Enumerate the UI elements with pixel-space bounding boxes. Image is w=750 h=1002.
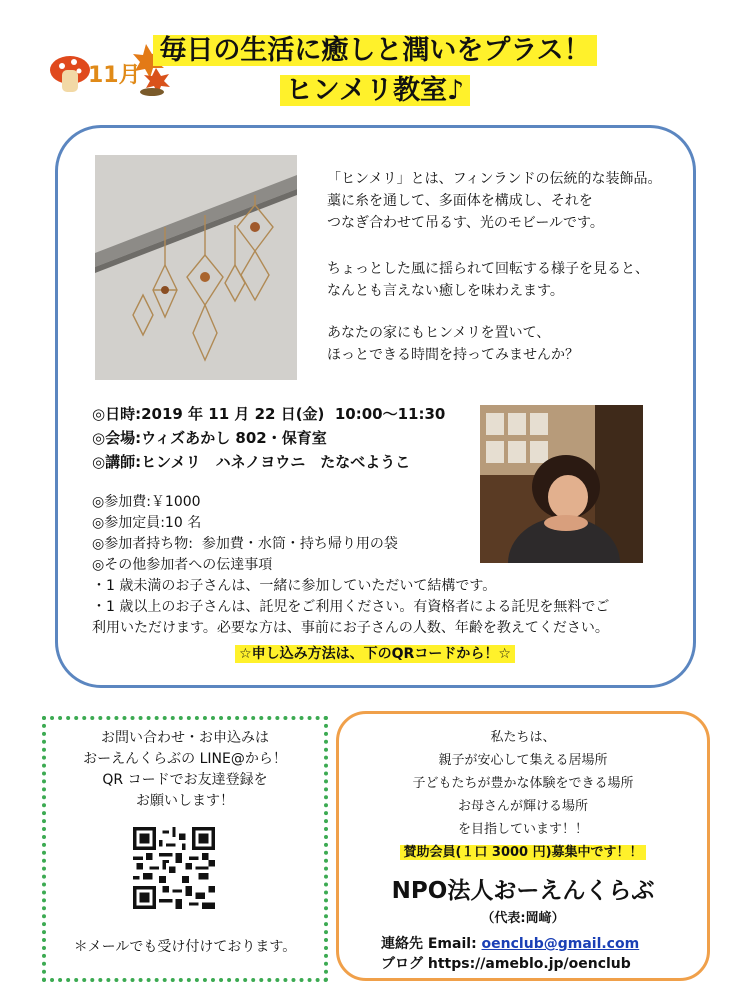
npo-email-row: [381, 934, 639, 954]
title-line-1: 毎日の生活に癒しと潤いをプラス！: [0, 34, 750, 68]
npo-line-1: 私たちは、: [490, 730, 556, 745]
detail-notes-heading: ◎その他参加者への伝達事項: [92, 557, 273, 573]
npo-line-2: 親子が安心して集える居場所: [438, 753, 608, 768]
detail-belongings: ◎参加者持ち物: 参加費・水筒・持ち帰り用の袋: [92, 536, 398, 552]
email-link[interactable]: oenclub@gmail.com: [481, 936, 640, 952]
npo-blog-row[interactable]: ブログ https://ameblo.jp/oenclub: [381, 956, 631, 972]
npo-name: NPO法人おーえんくらぶ: [391, 878, 655, 904]
detail-note-3: 利用いただけます。必要な方は、事前にお子さんの人数、年齢を教えてください。: [92, 620, 609, 636]
description-p3: あなたの家にもヒンメリを置いて、 ほっとできる時間を持ってみませんか？: [327, 325, 579, 363]
contact-line-1: お問い合わせ・お申込みは: [101, 730, 269, 746]
apply-method-note: ☆申し込み方法は、下のQRコードから！☆: [0, 643, 750, 663]
description-p1: 「ヒンメリ」とは、フィンランドの伝統的な装飾品。 藁に糸を通して、多面体を構成し、それを つなぎ合わせて吊るす、光のモビールです。: [327, 171, 662, 231]
detail-note-1: ・1 歳未満のお子さんは、一緒に参加していただいて結構です。: [92, 578, 497, 594]
support-member-note: 賛助会員(１口 3000 円)募集中です！！: [336, 842, 710, 863]
detail-fee: ◎参加費:￥1000: [92, 494, 201, 510]
contact-line-4: お願いします！: [136, 793, 234, 809]
npo-line-3: 子どもたちが豊かな体験をできる場所: [412, 776, 634, 791]
event-date: ◎日時:2019 年 11 月 22 日(金) 10:00～11:30: [92, 405, 446, 423]
npo-line-5: を目指しています！！: [457, 822, 588, 837]
description-p2: ちょっとした風に揺られて回転する様子を見ると、 なんとも言えない癒しを味わえます。: [327, 261, 649, 299]
email-label: 連絡先 Email:: [381, 936, 482, 952]
detail-capacity: ◎参加定員:10 名: [92, 515, 202, 531]
npo-representative: （代表:岡﨑）: [481, 911, 565, 926]
contact-line-3: QR コードでお友達登録を: [102, 772, 268, 788]
logo-text: 11月: [88, 63, 141, 88]
event-instructor: ◎講師:ヒンメリ ハネノヨウニ たなべようこ: [92, 453, 411, 471]
npo-line-4: お母さんが輝ける場所: [457, 799, 588, 814]
qr-code-icon[interactable]: [133, 825, 215, 911]
contact-line-2: おーえんくらぶの LINE@から！: [83, 751, 287, 767]
event-venue: ◎会場:ウィズあかし 802・保育室: [92, 429, 327, 447]
detail-note-2: ・1 歳以上のお子さんは、託児をご利用ください。有資格者による託児を無料でご: [92, 599, 610, 615]
himmeli-photo: [95, 155, 297, 380]
title-line-2: ヒンメリ教室♪: [0, 74, 750, 108]
instructor-photo: [480, 405, 643, 563]
email-accept-note: ＊メールでも受け付けております。: [73, 939, 297, 955]
